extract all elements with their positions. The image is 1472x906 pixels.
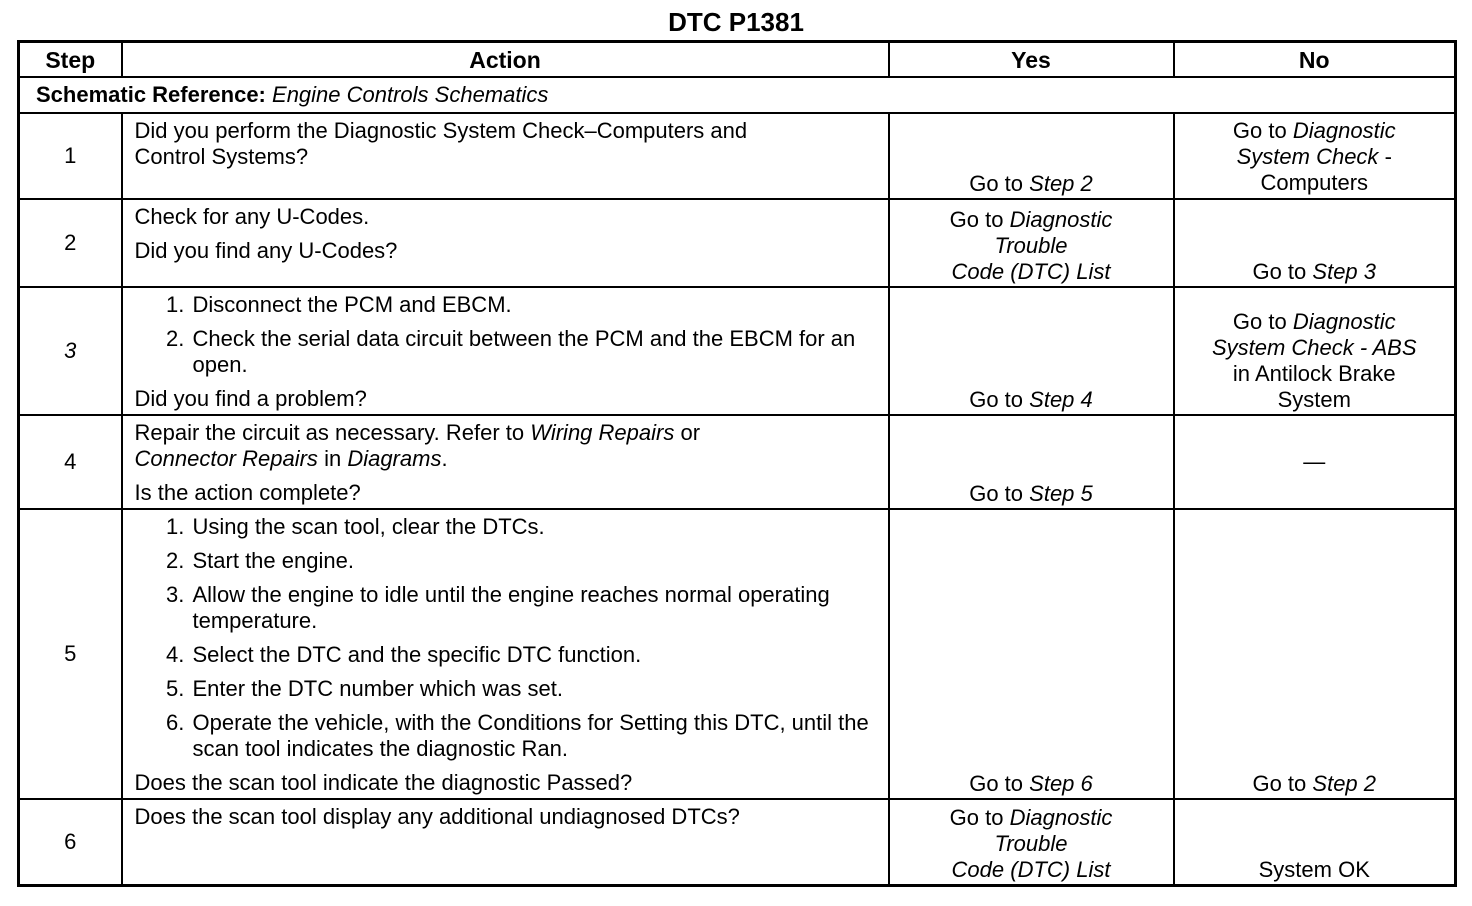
yes-link[interactable]: Diagnostic <box>1009 804 1113 830</box>
no-prefix: Go to <box>1252 259 1307 284</box>
action-question: Does the scan tool display any additional undiagnosed DTCs? <box>134 804 740 829</box>
yes-prefix: Go to <box>969 481 1024 506</box>
no-suffix: - <box>1384 144 1392 169</box>
no-link[interactable]: Diagnostic <box>1292 309 1396 334</box>
action-text: Did you perform the Diagnostic System Check–Computers and <box>134 118 748 143</box>
yes-cell <box>889 509 1174 799</box>
yes-cell <box>889 287 1174 415</box>
yes-cell <box>889 415 1174 509</box>
yes-prefix: Go to <box>949 804 1004 830</box>
action-text-part: or <box>680 420 701 445</box>
no-link[interactable]: System Check - ABS <box>1211 335 1417 360</box>
action-text-part: . <box>441 446 448 471</box>
connector-repairs-link[interactable]: Connector Repairs <box>134 446 318 471</box>
schematic-reference <box>19 77 1456 113</box>
action-cell <box>122 287 889 415</box>
no-link[interactable]: Step 3 <box>1312 259 1377 284</box>
no-link[interactable]: Diagnostic <box>1292 118 1396 143</box>
action-cell <box>122 415 889 509</box>
no-link[interactable]: System Check <box>1236 144 1379 169</box>
step-number-text: 3 <box>64 338 77 363</box>
yes-prefix: Go to <box>949 207 1004 232</box>
yes-prefix: Go to <box>969 171 1024 196</box>
step-number <box>19 287 122 415</box>
no-tail: in Antilock Brake <box>1232 361 1396 386</box>
action-question: Does the scan tool indicate the diagnostic Passed? <box>134 770 633 795</box>
action-cell <box>122 199 889 287</box>
page-title: DTC P1381 <box>668 7 804 37</box>
no-prefix: Go to <box>1232 118 1287 143</box>
no-cell <box>1174 113 1456 199</box>
yes-cell <box>889 799 1174 885</box>
no-prefix: Go to <box>1232 309 1287 334</box>
no-cell <box>1174 415 1456 509</box>
action-cell <box>122 509 889 799</box>
no-tail: System <box>1277 387 1351 412</box>
header-no: No <box>1174 42 1456 78</box>
header-row <box>19 42 1456 78</box>
action-question: Did you find any U-Codes? <box>134 238 398 263</box>
yes-cell <box>889 113 1174 199</box>
yes-link[interactable]: Step 6 <box>1029 771 1093 796</box>
wiring-repairs-link[interactable]: Wiring Repairs <box>530 420 675 445</box>
yes-link[interactable]: Code (DTC) List <box>951 259 1111 284</box>
yes-link[interactable]: Trouble <box>994 830 1068 856</box>
action-steps-list <box>135 514 876 762</box>
table-row <box>19 287 1456 415</box>
action-question: Did you find a problem? <box>134 386 367 411</box>
action-cell <box>122 799 889 885</box>
action-text-part: in <box>324 446 342 471</box>
action-text-part: Repair the circuit as necessary. Refer to <box>134 420 525 445</box>
yes-link[interactable]: Step 4 <box>1029 387 1093 412</box>
table-row <box>19 509 1456 799</box>
action-text <box>135 420 876 472</box>
yes-link[interactable]: Code (DTC) List <box>951 856 1111 882</box>
schematic-link[interactable]: Engine Controls Schematics <box>272 82 549 107</box>
table-row <box>19 799 1456 885</box>
list-item: 3. Allow the engine to idle until the engine reaches normal operating temperature. <box>191 582 876 634</box>
table-row <box>19 415 1456 509</box>
diagnostic-table <box>17 40 1457 887</box>
diagrams-link[interactable]: Diagrams <box>347 446 442 471</box>
no-cell <box>1174 799 1456 885</box>
no-prefix: Go to <box>1252 771 1307 796</box>
list-item: 1. Using the scan tool, clear the DTCs. <box>191 514 876 540</box>
header-yes: Yes <box>889 42 1174 78</box>
no-link[interactable]: Step 2 <box>1312 771 1377 796</box>
step-number: 4 <box>19 415 122 509</box>
list-item: 1. Disconnect the PCM and EBCM. <box>191 292 876 318</box>
action-question: Is the action complete? <box>134 480 361 505</box>
step-number: 2 <box>19 199 122 287</box>
header-step: Step <box>19 42 122 78</box>
step-number: 1 <box>19 113 122 199</box>
no-cell <box>1174 509 1456 799</box>
no-dash: — <box>1303 448 1326 474</box>
action-cell <box>122 113 889 199</box>
no-cell <box>1174 287 1456 415</box>
schematic-label: Schematic Reference: <box>36 82 266 107</box>
no-cell <box>1174 199 1456 287</box>
yes-prefix: Go to <box>969 771 1024 796</box>
step-number: 5 <box>19 509 122 799</box>
list-item: 2. Check the serial data circuit between the PCM and the EBCM for an open. <box>191 326 876 378</box>
yes-link[interactable]: Step 2 <box>1029 171 1093 196</box>
step-number: 6 <box>19 799 122 885</box>
yes-link[interactable]: Step 5 <box>1029 481 1093 506</box>
list-item: 6. Operate the vehicle, with the Conditions for Setting this DTC, until the scan tool indicates the diagnostic Ran. <box>191 710 876 762</box>
no-tail: Computers <box>1260 170 1369 195</box>
action-text: Check for any U-Codes. <box>134 204 370 229</box>
action-text: Control Systems? <box>134 144 309 169</box>
no-text: System OK <box>1258 856 1370 882</box>
list-item: 4. Select the DTC and the specific DTC function. <box>191 642 876 668</box>
table-row <box>19 113 1456 199</box>
list-item: 5. Enter the DTC number which was set. <box>191 676 876 702</box>
header-action: Action <box>122 42 889 78</box>
list-item: 2. Start the engine. <box>191 548 876 574</box>
schematic-row <box>19 77 1456 113</box>
yes-prefix: Go to <box>969 387 1024 412</box>
action-steps-list <box>135 292 876 378</box>
yes-link[interactable]: Diagnostic <box>1009 207 1113 232</box>
yes-link[interactable]: Trouble <box>994 233 1068 258</box>
table-row <box>19 199 1456 287</box>
yes-cell <box>889 199 1174 287</box>
